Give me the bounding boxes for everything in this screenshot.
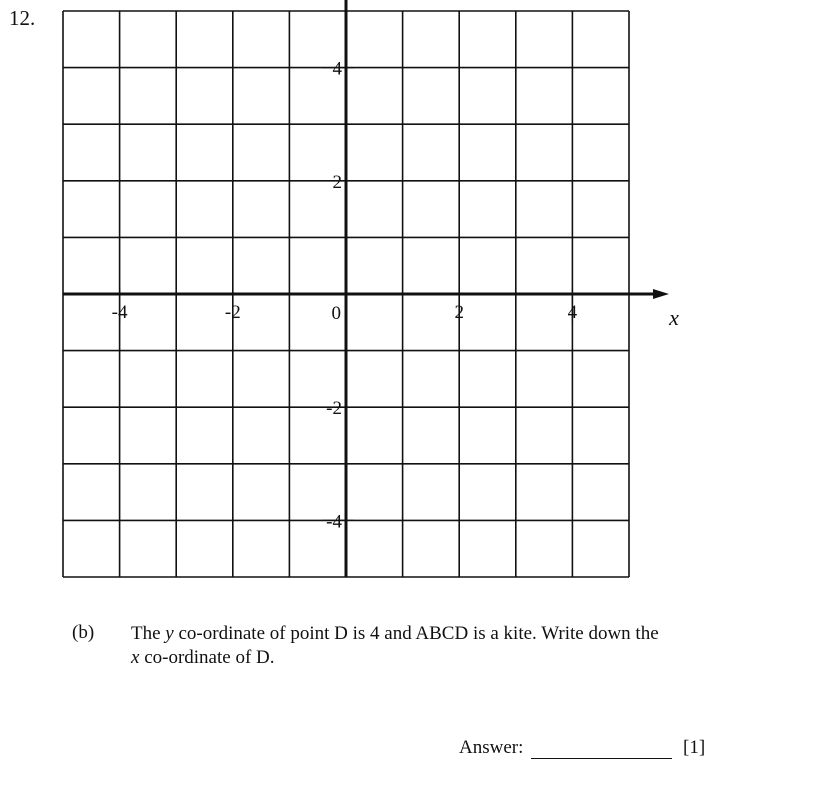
answer-label: Answer: [459,737,524,758]
part-b-label: (b) [72,622,95,643]
y-variable: y [165,623,174,644]
y-tick-label: -2 [326,398,342,420]
x-axis-arrow-icon [653,289,669,299]
marks-label: [1] [683,737,706,758]
y-tick-label: 2 [332,171,342,193]
text-span: co-ordinate of point D is 4 and ABCD is a kite. Write down the [173,623,659,644]
answer-input-line[interactable] [531,758,672,759]
x-tick-label: -4 [111,302,128,323]
x-tick-label: -2 [224,302,241,323]
text-span: The [131,623,166,644]
y-tick-label: -4 [326,511,342,533]
question-number: 12. [9,6,36,30]
x-variable: x [131,647,140,668]
origin-label: 0 [331,303,341,324]
part-b-question-text [131,622,731,670]
text-span: co-ordinate of D. [139,647,275,668]
x-axis-label: x [669,305,679,330]
x-tick-label: 2 [454,302,464,323]
y-tick-label: 4 [332,58,342,80]
x-tick-label: 4 [567,302,578,323]
